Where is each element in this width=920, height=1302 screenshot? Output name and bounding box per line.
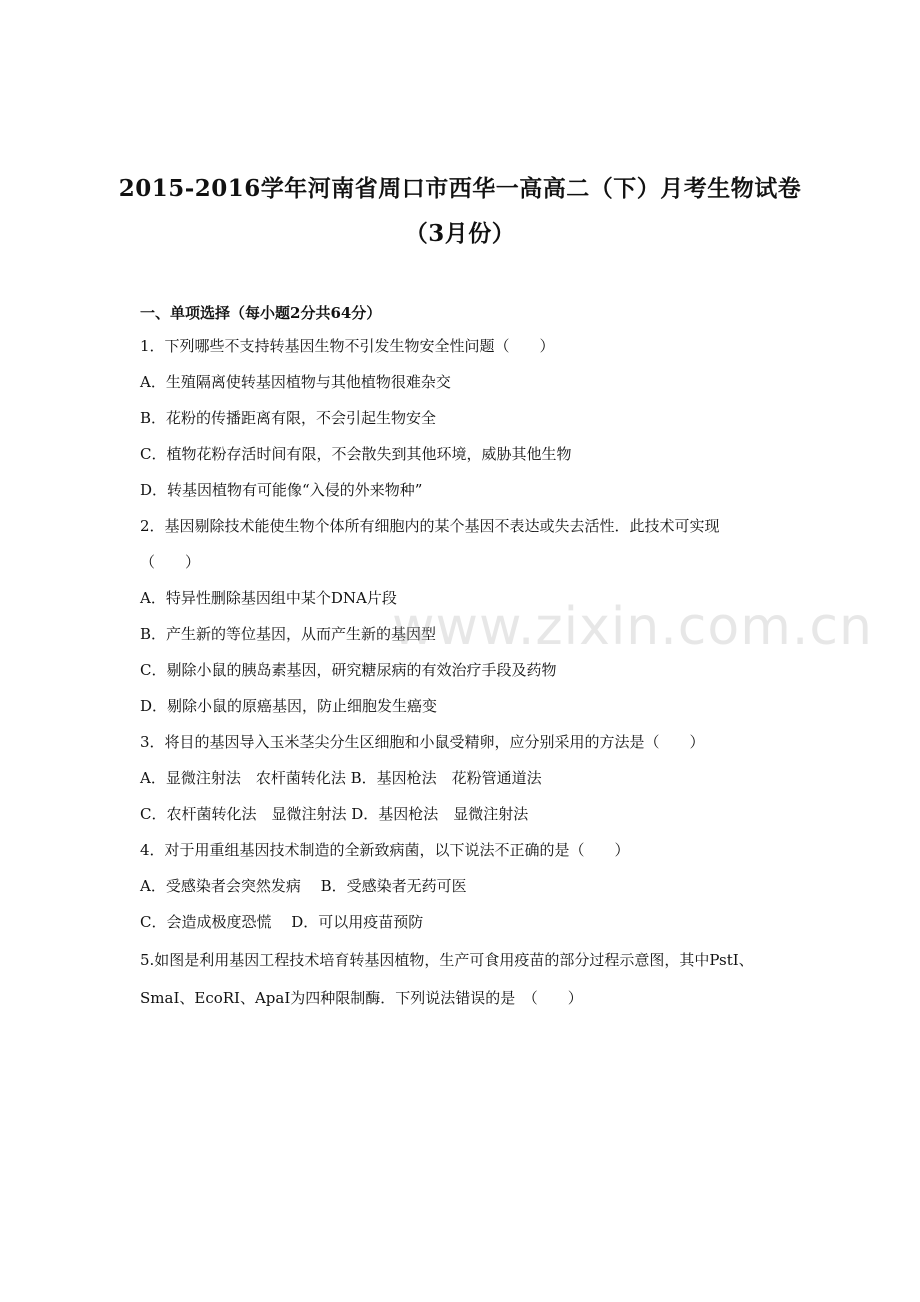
question-1-option-c: C．植物花粉存活时间有限，不会散失到其他环境，威胁其他生物 — [140, 445, 572, 463]
question-1-option-d: D．转基因植物有可能像“入侵的外来物种” — [140, 481, 423, 499]
question-4-options-cd: C．会造成极度恐慌 D．可以用疫苗预防 — [140, 913, 424, 931]
question-3-options-ab: A．显微注射法 农杆菌转化法 B．基因枪法 花粉管通道法 — [140, 769, 542, 787]
document-subtitle: （3月份） — [404, 220, 516, 247]
question-1-stem: 1．下列哪些不支持转基因生物不引发生物安全性问题（ ） — [140, 337, 555, 355]
question-5-stem-continued: SmaⅠ、EcoRⅠ、ApaⅠ为四种限制酶．下列说法错误的是 （ ） — [140, 989, 583, 1007]
question-4-options-ab: A．受感染者会突然发病 B．受感染者无药可医 — [140, 877, 467, 895]
question-4-stem: 4．对于用重组基因技术制造的全新致病菌，以下说法不正确的是（ ） — [140, 841, 630, 859]
question-1-option-b: B．花粉的传播距离有限，不会引起生物安全 — [140, 409, 437, 427]
document-title: 2015-2016学年河南省周口市西华一高高二（下）月考生物试卷 — [118, 175, 802, 202]
question-3-options-cd: C．农杆菌转化法 显微注射法 D．基因枪法 显微注射法 — [140, 805, 529, 823]
question-1-option-a: A．生殖隔离使转基因植物与其他植物很难杂交 — [140, 373, 451, 391]
question-2-stem: 2．基因剔除技术能使生物个体所有细胞内的某个基因不表达或失去活性．此技术可实现 — [140, 517, 720, 535]
watermark: www.zixin.com.cn — [392, 597, 873, 657]
question-3-stem: 3．将目的基因导入玉米茎尖分生区细胞和小鼠受精卵，应分别采用的方法是（ ） — [140, 733, 705, 751]
question-2-option-c: C．剔除小鼠的胰岛素基因，研究糖尿病的有效治疗手段及药物 — [140, 661, 557, 679]
question-2-option-a: A．特异性删除基因组中某个DNA片段 — [140, 589, 397, 607]
question-2-option-b: B．产生新的等位基因，从而产生新的基因型 — [140, 625, 437, 643]
question-5-stem: 5.如图是利用基因工程技术培育转基因植物，生产可食用疫苗的部分过程示意图，其中PstⅠ、 — [140, 951, 754, 969]
question-2-stem-continued: （ ） — [140, 553, 201, 571]
question-2-option-d: D．剔除小鼠的原癌基因，防止细胞发生癌变 — [140, 697, 438, 715]
section-header: 一、单项选择（每小题2分共64分） — [140, 304, 382, 322]
